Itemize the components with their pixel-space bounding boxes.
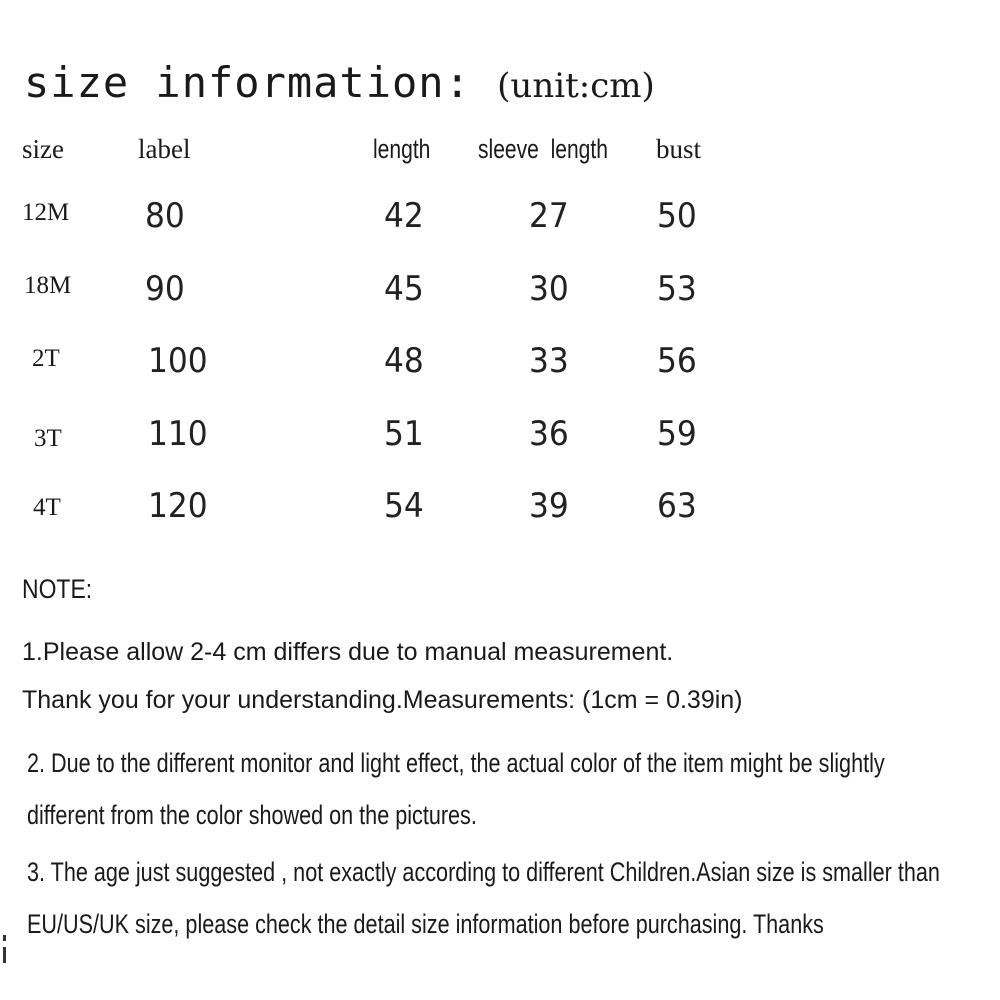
note-line-4: different from the color showed on the pictures. xyxy=(27,800,477,830)
bust-cell: 59 xyxy=(657,414,697,454)
sleeve-length-cell: 36 xyxy=(529,414,569,454)
size-cell: 4T xyxy=(33,494,61,521)
sleeve-length-cell: 39 xyxy=(529,486,569,526)
page-title xyxy=(24,58,655,107)
header-sleeve-length: sleeve length xyxy=(478,134,608,164)
length-cell: 51 xyxy=(384,414,424,454)
length-cell: 42 xyxy=(384,196,424,236)
sleeve-length-cell: 33 xyxy=(529,341,569,381)
title-unit: (unit:cm) xyxy=(497,66,655,106)
header-length: length xyxy=(373,134,431,164)
length-cell: 54 xyxy=(384,486,424,526)
size-cell: 18M xyxy=(24,272,72,299)
size-cell: 3T xyxy=(34,425,62,452)
length-cell: 45 xyxy=(384,269,424,309)
note-line-5: 3. The age just suggested , not exactly according to different Children.Asian size is smaller than xyxy=(27,857,940,887)
label-cell: 100 xyxy=(148,341,208,381)
note-line-6: EU/US/UK size, please check the detail size information before purchasing. Thanks xyxy=(27,909,824,939)
header-label: label xyxy=(138,134,191,164)
header-bust: bust xyxy=(656,134,702,164)
bust-cell: 56 xyxy=(657,341,697,381)
title-main: size information: xyxy=(24,58,498,107)
note-title: NOTE: xyxy=(22,574,93,604)
label-cell: 120 xyxy=(148,486,208,526)
bust-cell: 50 xyxy=(657,196,697,236)
label-cell: 110 xyxy=(148,414,208,454)
label-cell: 80 xyxy=(145,196,185,236)
size-cell: 12M xyxy=(22,199,70,226)
sleeve-length-cell: 30 xyxy=(529,269,569,309)
header-size: size xyxy=(22,134,64,164)
bust-cell: 53 xyxy=(657,269,697,309)
note-line-1: 1.Please allow 2-4 cm differs due to manual measurement. xyxy=(22,638,674,666)
length-cell: 48 xyxy=(384,341,424,381)
bust-cell: 63 xyxy=(657,486,697,526)
note-line-2: Thank you for your understanding.Measurements: (1cm = 0.39in) xyxy=(22,686,743,714)
label-cell: 90 xyxy=(145,269,185,309)
note-line-3: 2. Due to the different monitor and light effect, the actual color of the item might be slightly xyxy=(27,748,885,778)
edge-mark xyxy=(3,935,6,965)
size-cell: 2T xyxy=(32,345,60,372)
sleeve-length-cell: 27 xyxy=(529,196,569,236)
